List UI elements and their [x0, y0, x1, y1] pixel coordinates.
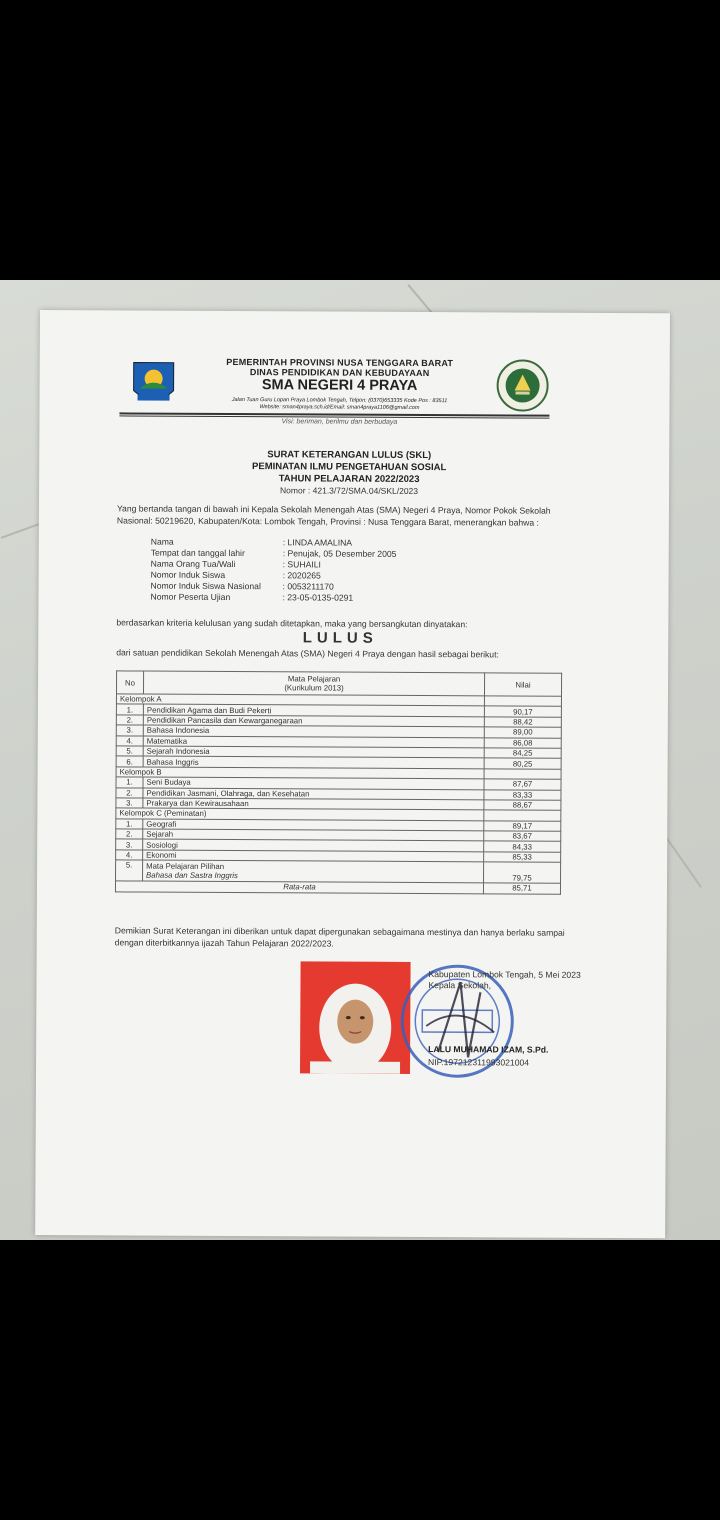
document-photo [0, 280, 720, 1240]
cell-subject: Ekonomi [143, 850, 484, 862]
ntb-province-logo [129, 358, 177, 408]
field-label: Nomor Induk Siswa [150, 569, 226, 580]
school-motto: Visi: beriman, berilmu dan berbudaya [281, 418, 398, 426]
cell-score: 88,42 [484, 717, 561, 728]
cell-no: 2. [116, 715, 143, 726]
certificate-paper [35, 310, 670, 1238]
letter-number: Nomor : 421.3/72/SMA.04/SKL/2023 [280, 485, 419, 496]
group-label: Kelompok A [116, 694, 484, 706]
cell-score: 83,33 [484, 789, 561, 800]
result-lulus: LULUS [302, 629, 378, 647]
cell-subject: Seni Budaya [143, 777, 484, 789]
cell-subject [143, 860, 484, 883]
cell-subject: Sosiologi [143, 840, 484, 852]
cell-no: 2. [116, 829, 143, 840]
group-label: Kelompok C (Peminatan) [116, 808, 484, 820]
title-line1: SURAT KETERANGAN LULUS (SKL) [267, 449, 432, 462]
average-row [115, 881, 560, 894]
floor-tile-line [1, 523, 39, 539]
cell-score: 87,67 [484, 779, 561, 790]
elective-name: Mata Pelajaran Pilihan [146, 861, 225, 872]
signature-place-date: Kabupaten Lombok Tengah, 5 Mei 2023 [428, 969, 581, 980]
field-label: Tempat dan tanggal lahir [150, 547, 245, 559]
cell-score: 85,33 [484, 852, 561, 863]
student-portrait [300, 961, 411, 1074]
table-row [116, 860, 561, 883]
cell-no: 3. [116, 798, 143, 809]
signature-position: Kepala Sekolah, [428, 980, 492, 991]
field-value: : 2020265 [282, 570, 321, 581]
empty-cell [484, 769, 561, 780]
field-value: : SUHAILI [282, 559, 321, 570]
closing-paragraph: Demikian Surat Keterangan ini diberikan untuk dapat dipergunakan sebagaimana mestinya dan hanya berlaku sampai dengan diterbitkannya ijazah Tahun Pelajaran 2022/2023. [114, 925, 565, 949]
letterhead-line2: DINAS PENDIDIKAN DAN KEBUDAYAAN [249, 367, 430, 379]
average-score: 85,71 [483, 883, 560, 894]
group-label: Kelompok B [116, 767, 484, 779]
header-no: No [116, 671, 143, 694]
cell-subject: Sejarah Indonesia [143, 746, 484, 758]
empty-cell [484, 810, 561, 821]
cell-score: 90,17 [484, 706, 561, 717]
cell-score: 83,67 [484, 831, 561, 842]
cell-subject: Pendidikan Agama dan Budi Pekerti [143, 704, 484, 716]
cell-score: 86,08 [484, 737, 561, 748]
school-emblem-logo [495, 358, 549, 412]
table-header-row [116, 671, 561, 696]
intro-paragraph: Yang bertanda tangan di bawah ini Kepala Sekolah Menengah Atas (SMA) Negeri 4 Praya, Nomor Pokok Sekolah Nasional: 50219620, Kabupaten/Kota: Lombok Tengah, Provinsi : Nusa Tenggara Barat, menerangkan bahwa : [116, 503, 551, 528]
cell-subject: Matematika [143, 736, 484, 748]
cell-subject: Pendidikan Jasmani, Olahraga, dan Kesehatan [143, 788, 484, 800]
average-label: Rata-rata [115, 881, 483, 893]
cell-subject: Bahasa Indonesia [143, 725, 484, 737]
title-line3: TAHUN PELAJARAN 2022/2023 [278, 473, 420, 485]
cell-no: 3. [116, 839, 143, 850]
cell-score: 89,17 [484, 821, 561, 832]
field-value: : Penujak, 05 Desember 2005 [282, 548, 397, 559]
grades-table [115, 670, 562, 894]
field-label: Nama Orang Tua/Wali [150, 558, 236, 570]
field-value: : LINDA AMALINA [282, 537, 353, 548]
cell-score: 88,67 [484, 800, 561, 811]
cell-subject: Geografi [143, 819, 484, 831]
field-label: Nomor Peserta Ujian [150, 591, 231, 603]
student-data [150, 537, 510, 605]
cell-no: 1. [116, 819, 143, 830]
cell-subject: Sejarah [143, 829, 484, 841]
letterhead-line1: PEMERINTAH PROVINSI NUSA TENGGARA BARAT [226, 356, 454, 369]
cell-no: 4. [116, 850, 143, 861]
empty-cell [484, 696, 561, 707]
student-photo [300, 961, 411, 1074]
cell-score: 79,75 [484, 862, 561, 883]
cell-score: 80,25 [484, 758, 561, 769]
title-line2: PEMINATAN ILMU PENGETAHUAN SOSIAL [252, 461, 447, 474]
field-label: Nama [150, 536, 174, 547]
cell-no: 5. [116, 746, 143, 757]
field-value: : 0053211170 [282, 581, 334, 592]
student-row [150, 592, 510, 605]
cell-score: 89,00 [484, 727, 561, 738]
cell-subject: Bahasa Inggris [143, 756, 484, 768]
cell-no: 2. [116, 787, 143, 798]
cell-score: 84,33 [484, 841, 561, 852]
cell-no: 1. [116, 704, 143, 715]
cell-no: 3. [116, 725, 143, 736]
field-label: Nomor Induk Siswa Nasional [150, 580, 261, 592]
field-value: : 23-05-0135-0291 [282, 592, 354, 603]
header-subject-line1: Mata Pelajaran [287, 674, 341, 684]
school-name: SMA NEGERI 4 PRAYA [261, 377, 418, 394]
header-subject-line2: (Kurikulum 2013) [284, 683, 344, 693]
cell-no: 5. [116, 860, 143, 881]
header-subject [143, 671, 484, 696]
school-address: Jalan Tuan Guru Lopan Praya Lombok Tengah, Telpon: (0370)653335 Kode Pos : 83511 [231, 397, 448, 405]
cell-no: 1. [116, 777, 143, 788]
signatory-name: LALU MUHAMAD IZAM, S.Pd. [428, 1044, 549, 1055]
cell-subject: Pendidikan Pancasila dan Kewarganegaraan [143, 715, 484, 727]
header-score: Nilai [484, 673, 561, 696]
result-source-text: dari satuan pendidikan Sekolah Menengah Atas (SMA) Negeri 4 Praya dengan hasil sebagai berikut: [116, 647, 499, 660]
cell-score: 84,25 [484, 748, 561, 759]
criteria-text: berdasarkan kriteria kelulusan yang sudah ditetapkan, maka yang bersangkutan dinyatakan: [116, 617, 468, 630]
signatory-nip: NIP.197212311993021004 [428, 1057, 530, 1068]
cell-no: 4. [116, 735, 143, 746]
cell-no: 6. [116, 756, 143, 767]
elective-subject: Bahasa dan Sastra Inggris [146, 870, 238, 881]
school-website: Website: sman4praya.sch.id/Email: sman4praya1106@gmail.com [259, 404, 420, 411]
cell-subject: Prakarya dan Kewirausahaan [143, 798, 484, 810]
